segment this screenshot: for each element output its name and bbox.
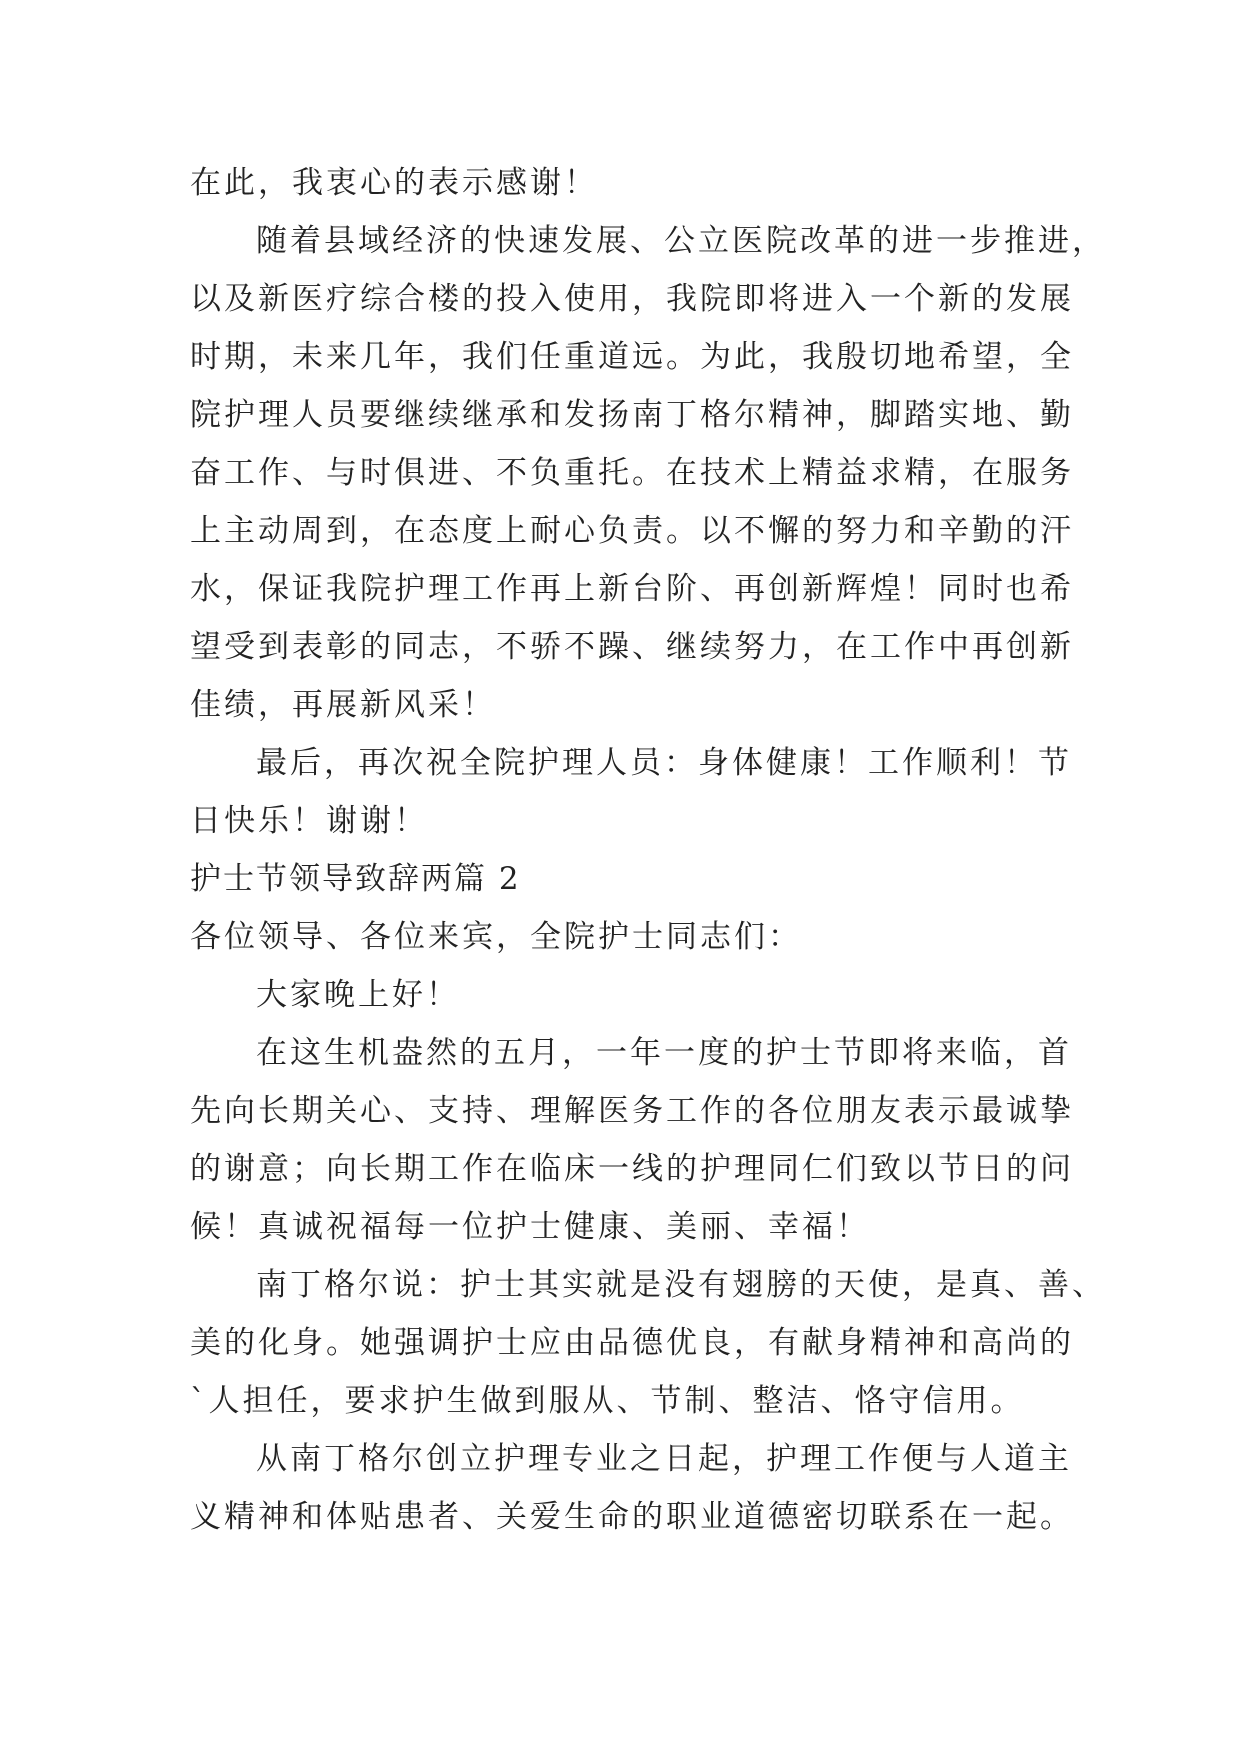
- document-body: [190, 154, 1106, 1546]
- paragraph-line: 先向长期关心、支持、理解医务工作的各位朋友表示最诚挚: [190, 1093, 1074, 1129]
- paragraph-line: 上主动周到，在态度上耐心负责。以不懈的努力和辛勤的汗: [190, 513, 1074, 549]
- salutation-line: 各位领导、各位来宾，全院护士同志们：: [190, 919, 802, 955]
- paragraph-line: 院护理人员要继续继承和发扬南丁格尔精神，脚踏实地、勤: [190, 397, 1074, 433]
- paragraph-line: 佳绩，再展新风采！: [190, 687, 496, 723]
- paragraph-line: 的谢意；向长期工作在临床一线的护理同仁们致以节日的问: [190, 1151, 1074, 1187]
- paragraph-line: 美的化身。她强调护士应由品德优良，有献身精神和高尚的: [190, 1325, 1074, 1361]
- paragraph-line: 在这生机盎然的五月，一年一度的护士节即将来临，首: [256, 1035, 1072, 1071]
- paragraph-line: 日快乐！谢谢！: [190, 803, 428, 839]
- paragraph-line: 望受到表彰的同志，不骄不躁、继续努力，在工作中再创新: [190, 629, 1074, 665]
- section-heading: 护士节领导致辞两篇 2: [190, 861, 521, 897]
- paragraph-line: 随着县域经济的快速发展、公立医院改革的进一步推进，: [256, 223, 1106, 259]
- paragraph-line: `人担任，要求护生做到服从、节制、整洁、恪守信用。: [190, 1383, 1025, 1419]
- paragraph-line: 义精神和体贴患者、关爱生命的职业道德密切联系在一起。: [190, 1499, 1074, 1535]
- paragraph-line: 在此，我衷心的表示感谢！: [190, 165, 598, 201]
- paragraph-line: 候！真诚祝福每一位护士健康、美丽、幸福！: [190, 1209, 870, 1245]
- paragraph-line: 水，保证我院护理工作再上新台阶、再创新辉煌！同时也希: [190, 571, 1074, 607]
- paragraph-line: 奋工作、与时俱进、不负重托。在技术上精益求精，在服务: [190, 455, 1074, 491]
- paragraph-line: 以及新医疗综合楼的投入使用，我院即将进入一个新的发展: [190, 281, 1074, 317]
- paragraph-line: 南丁格尔说：护士其实就是没有翅膀的天使，是真、善、: [256, 1267, 1106, 1303]
- paragraph-line: 时期，未来几年，我们任重道远。为此，我殷切地希望，全: [190, 339, 1074, 375]
- greeting-line: 大家晚上好！: [256, 977, 460, 1013]
- paragraph-line: 最后，再次祝全院护理人员：身体健康！工作顺利！节: [256, 745, 1072, 781]
- paragraph-line: 从南丁格尔创立护理专业之日起，护理工作便与人道主: [256, 1441, 1072, 1477]
